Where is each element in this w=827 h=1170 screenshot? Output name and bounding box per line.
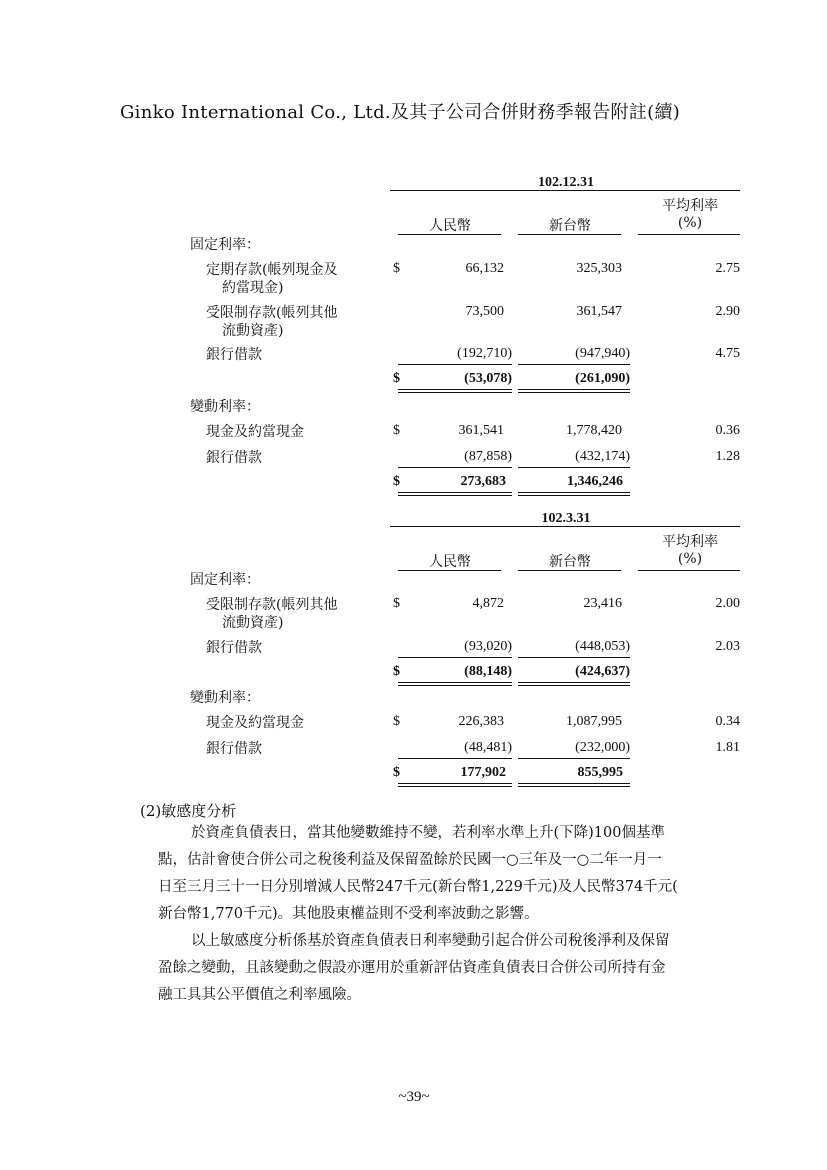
double-underline: [518, 682, 630, 686]
rate-value: 2.75: [715, 261, 740, 276]
floating-rate-label: 變動利率：: [190, 399, 260, 415]
rate-header-line2: (%): [677, 215, 703, 231]
rate-value: 2.03: [715, 639, 740, 654]
row-label: 定期存款(帳列現金及: [206, 262, 338, 278]
row-label: 現金及約當現金: [206, 715, 304, 731]
divider: [518, 657, 630, 658]
floating-total-rmb: 177,902: [460, 765, 506, 780]
row-label: 受限制存款(帳列其他: [206, 597, 338, 613]
twd-value: 325,303: [576, 261, 622, 276]
twd-column-header: 新台幣: [549, 554, 591, 570]
rmb-value: (93,020): [464, 639, 512, 654]
dollar-sign: $: [393, 765, 400, 780]
divider: [398, 467, 512, 468]
row-label: 銀行借款: [206, 640, 262, 656]
fixed-total-rmb: (53,078): [464, 371, 512, 386]
twd-value: (232,000): [575, 740, 630, 755]
paragraph-line: 盈餘之變動，且該變動之假設亦運用於重新評估資產負債表日合併公司所持有金: [158, 960, 666, 976]
rmb-column-header: 人民幣: [429, 218, 471, 234]
dollar-sign: $: [393, 371, 400, 386]
divider: [518, 758, 630, 759]
rate-value: 2.90: [715, 304, 740, 319]
divider: [390, 190, 740, 191]
rmb-column-header: 人民幣: [429, 554, 471, 570]
double-underline: [518, 389, 630, 393]
table-date: 102.3.31: [541, 511, 591, 526]
divider: [638, 234, 740, 235]
divider: [398, 657, 512, 658]
divider: [518, 570, 621, 571]
dollar-sign: $: [393, 664, 400, 679]
twd-value: (432,174): [575, 449, 630, 464]
double-underline: [398, 492, 512, 496]
twd-value: 361,547: [576, 304, 622, 319]
floating-total-twd: 1,346,246: [567, 474, 623, 489]
double-underline: [518, 783, 630, 787]
rmb-value: (192,710): [457, 346, 512, 361]
rate-value: 1.28: [715, 449, 740, 464]
paragraph-line: 新台幣1,770千元)。其他股東權益則不受利率波動之影響。: [158, 906, 539, 922]
dollar-sign: $: [393, 596, 400, 611]
twd-column-header: 新台幣: [549, 218, 591, 234]
row-label: 銀行借款: [206, 450, 262, 466]
paragraph-line: 日至三月三十一日分別增減人民幣247千元(新台幣1,229千元)及人民幣374千元(: [158, 879, 678, 895]
rate-value: 1.81: [715, 740, 740, 755]
paragraph-line: 融工具其公平價值之利率風險。: [158, 987, 361, 1003]
rate-value: 0.36: [715, 423, 740, 438]
twd-value: 1,778,420: [566, 423, 622, 438]
dollar-sign: $: [393, 423, 400, 438]
paragraph-line: 以上敏感度分析係基於資產負債表日利率變動引起合併公司稅後淨利及保留: [191, 933, 670, 949]
row-label: 約當現金): [222, 280, 284, 296]
dollar-sign: $: [393, 474, 400, 489]
double-underline: [398, 389, 512, 393]
rmb-value: 4,872: [472, 596, 504, 611]
divider: [398, 234, 501, 235]
twd-value: 1,087,995: [566, 714, 622, 729]
rate-value: 2.00: [715, 596, 740, 611]
dollar-sign: $: [393, 261, 400, 276]
divider: [638, 570, 740, 571]
twd-value: (448,053): [575, 639, 630, 654]
rate-value: 4.75: [715, 346, 740, 361]
page-number: ~39~: [398, 1089, 430, 1105]
rmb-value: (87,858): [464, 449, 512, 464]
fixed-rate-label: 固定利率：: [190, 572, 260, 588]
rmb-value: 66,132: [465, 261, 504, 276]
rmb-value: 226,383: [458, 714, 504, 729]
double-underline: [518, 492, 630, 496]
paragraph-line: 點，估計會使合併公司之稅後利益及保留盈餘於民國一○三年及一○二年一月一: [158, 852, 662, 868]
row-label: 銀行借款: [206, 347, 262, 363]
divider: [518, 467, 630, 468]
rmb-value: 73,500: [465, 304, 504, 319]
row-label: 流動資產): [222, 615, 284, 631]
dollar-sign: $: [393, 714, 400, 729]
page-header-title: Ginko International Co., Ltd.及其子公司合併財務季報告附註(續): [120, 102, 681, 123]
fixed-total-twd: (424,637): [575, 664, 630, 679]
rmb-value: 361,541: [458, 423, 504, 438]
fixed-total-rmb: (88,148): [464, 664, 512, 679]
row-label: 銀行借款: [206, 741, 262, 757]
divider: [518, 364, 630, 365]
rate-header-line1: 平均利率: [662, 534, 718, 550]
rate-header-line2: (%): [677, 551, 703, 567]
divider: [398, 758, 512, 759]
rate-header-line1: 平均利率: [662, 198, 718, 214]
divider: [518, 234, 621, 235]
row-label: 流動資產): [222, 323, 284, 339]
divider: [390, 526, 740, 527]
rate-value: 0.34: [715, 714, 740, 729]
fixed-total-twd: (261,090): [575, 371, 630, 386]
double-underline: [398, 783, 512, 787]
twd-value: (947,940): [575, 346, 630, 361]
double-underline: [398, 682, 512, 686]
section-heading: (2)敏感度分析: [140, 802, 237, 820]
paragraph-line: 於資產負債表日，當其他變數維持不變，若利率水準上升(下降)100個基準: [191, 825, 665, 841]
twd-value: 23,416: [583, 596, 622, 611]
table-date: 102.12.31: [538, 175, 594, 190]
rmb-value: (48,481): [464, 740, 512, 755]
divider: [398, 364, 512, 365]
divider: [398, 570, 501, 571]
floating-rate-label: 變動利率：: [190, 690, 260, 706]
row-label: 受限制存款(帳列其他: [206, 305, 338, 321]
fixed-rate-label: 固定利率：: [190, 237, 260, 253]
row-label: 現金及約當現金: [206, 424, 304, 440]
floating-total-twd: 855,995: [577, 765, 623, 780]
floating-total-rmb: 273,683: [460, 474, 506, 489]
